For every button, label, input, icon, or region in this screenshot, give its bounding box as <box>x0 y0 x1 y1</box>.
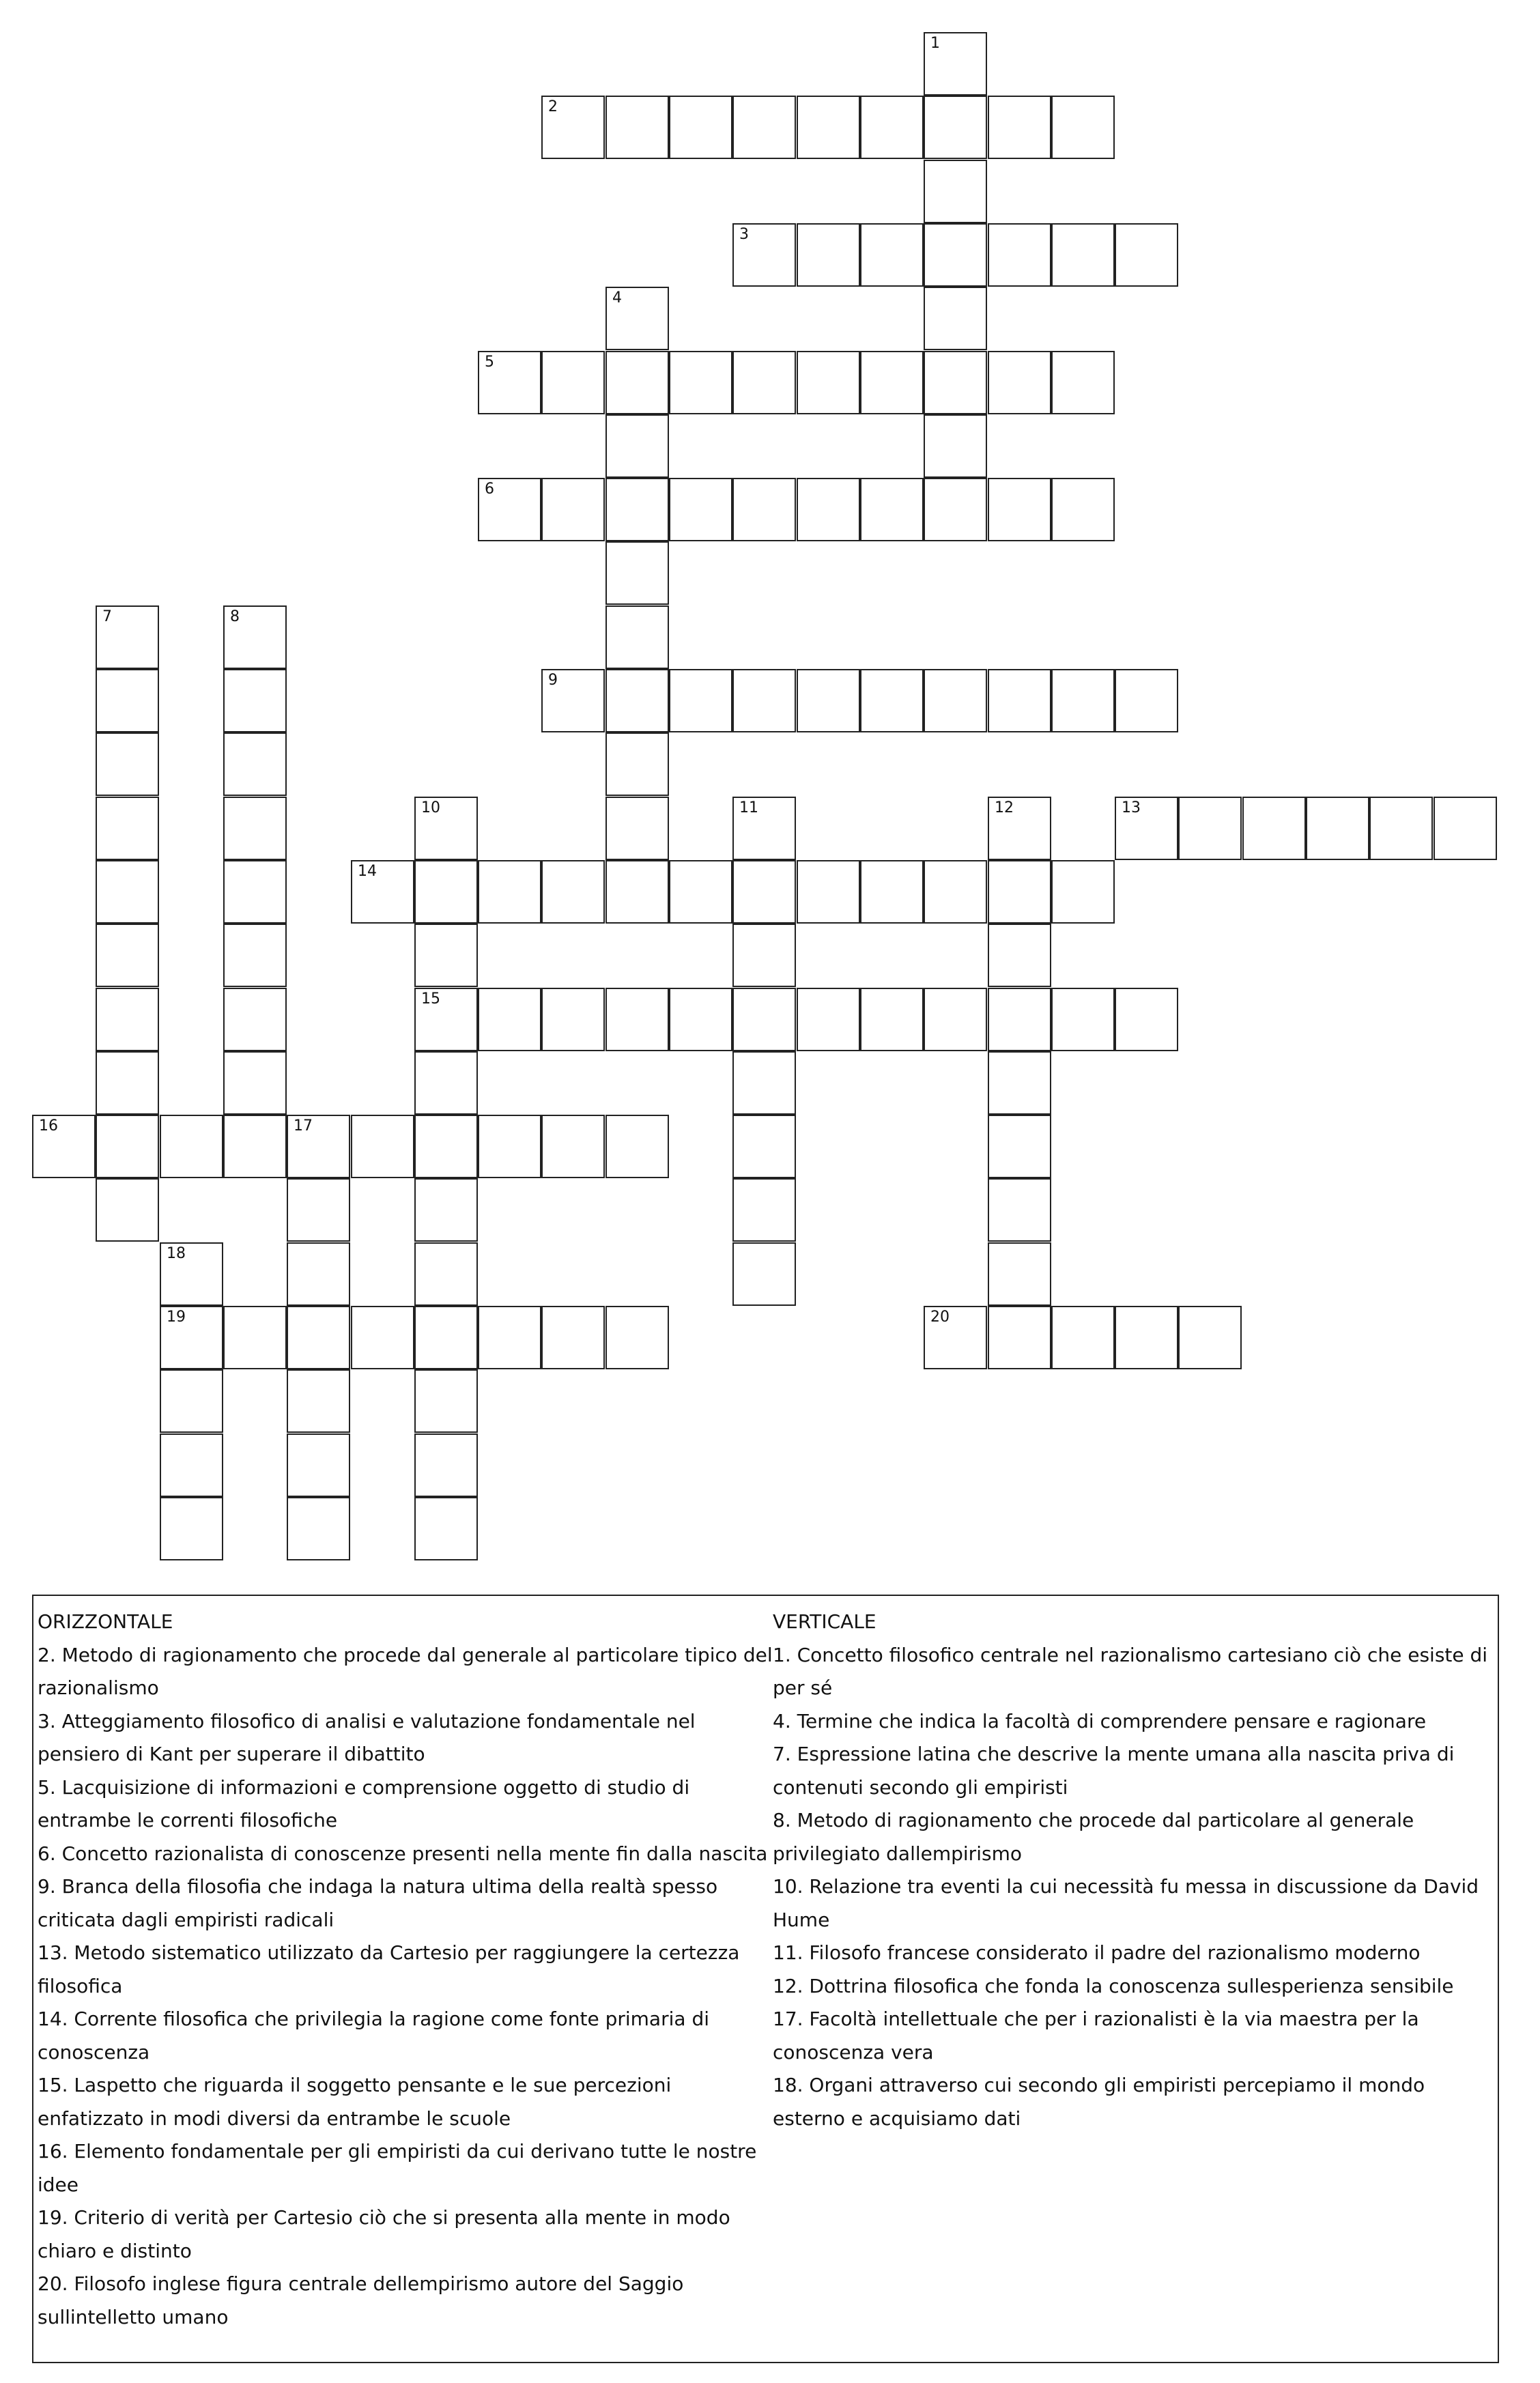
grid-cell[interactable] <box>797 988 860 1051</box>
clue-down-11: 11. Filosofo francese considerato il padre del razionalismo moderno <box>773 1941 1421 1964</box>
grid-cell[interactable] <box>96 988 159 1051</box>
grid-cell-17[interactable] <box>287 1115 350 1178</box>
grid-cell[interactable] <box>1115 669 1178 732</box>
grid-cell[interactable] <box>414 860 478 924</box>
grid-cell[interactable] <box>541 351 605 414</box>
grid-cell[interactable] <box>223 1306 287 1369</box>
clue-number: 1 <box>930 35 940 52</box>
grid-cell[interactable] <box>414 1433 478 1497</box>
grid-cell[interactable] <box>797 351 860 414</box>
clue-down-1: 1. Concetto filosofico centrale nel razionalismo cartesiano ciò che esiste di per sé <box>773 1643 1488 1699</box>
grid-cell[interactable] <box>988 351 1051 414</box>
clue-number: 11 <box>739 799 758 816</box>
grid-cell-12[interactable] <box>988 797 1051 860</box>
grid-cell[interactable] <box>1051 669 1115 732</box>
grid-cell[interactable] <box>1115 1306 1178 1369</box>
grid-cell[interactable] <box>924 860 987 924</box>
grid-cell[interactable] <box>1051 351 1115 414</box>
grid-cell[interactable] <box>605 605 669 669</box>
grid-cell[interactable] <box>1051 860 1115 924</box>
grid-cell[interactable] <box>924 96 987 159</box>
grid-cell[interactable] <box>1051 1306 1115 1369</box>
clue-across-16: 16. Elemento fondamentale per gli empiristi da cui derivano tutte le nostre idee <box>38 2140 757 2196</box>
grid-cell[interactable] <box>924 414 987 478</box>
grid-cell[interactable] <box>605 669 669 732</box>
grid-cell[interactable] <box>924 160 987 223</box>
grid-cell[interactable] <box>223 797 287 860</box>
grid-cell[interactable] <box>223 924 287 987</box>
grid-cell-15[interactable] <box>414 988 478 1051</box>
grid-cell[interactable] <box>605 414 669 478</box>
grid-cell[interactable] <box>160 1369 223 1433</box>
grid-cell[interactable] <box>732 988 796 1051</box>
grid-cell[interactable] <box>541 1115 605 1178</box>
across-clues <box>38 1606 782 2334</box>
grid-cell[interactable] <box>605 988 669 1051</box>
grid-cell[interactable] <box>605 797 669 860</box>
clue-down-10: 10. Relazione tra eventi la cui necessità fu messa in discussione da David Hume <box>773 1875 1479 1931</box>
grid-cell[interactable] <box>669 96 732 159</box>
clue-down-17: 17. Facoltà intellettuale che per i razionalisti è la via maestra per la conoscenza vera <box>773 2008 1419 2064</box>
grid-cell[interactable] <box>1051 478 1115 541</box>
grid-cell[interactable] <box>1178 797 1242 860</box>
grid-cell[interactable] <box>96 1178 159 1242</box>
grid-cell[interactable] <box>860 478 924 541</box>
grid-cell-6[interactable] <box>478 478 541 541</box>
grid-cell-19[interactable] <box>160 1306 223 1369</box>
clue-across-3: 3. Atteggiamento filosofico di analisi e valutazione fondamentale nel pensiero di Kant per superare il dibattito <box>38 1709 696 1765</box>
grid-cell[interactable] <box>223 860 287 924</box>
clue-number: 10 <box>421 799 440 816</box>
grid-cell[interactable] <box>96 1051 159 1115</box>
grid-cell[interactable] <box>669 351 732 414</box>
grid-cell[interactable] <box>860 96 924 159</box>
grid-cell[interactable] <box>605 478 669 541</box>
grid-cell[interactable] <box>414 1306 478 1369</box>
grid-cell-14[interactable] <box>351 860 414 924</box>
clue-number: 12 <box>995 799 1014 816</box>
grid-cell[interactable] <box>732 1242 796 1306</box>
grid-cell[interactable] <box>478 988 541 1051</box>
grid-cell[interactable] <box>223 732 287 796</box>
grid-cell-1[interactable] <box>924 32 987 96</box>
grid-cell[interactable] <box>1242 797 1306 860</box>
grid-cell[interactable] <box>669 669 732 732</box>
clue-number: 5 <box>485 354 494 371</box>
grid-cell[interactable] <box>541 478 605 541</box>
grid-cell[interactable] <box>160 1115 223 1178</box>
grid-cell[interactable] <box>96 797 159 860</box>
grid-cell-20[interactable] <box>924 1306 987 1369</box>
grid-cell[interactable] <box>223 1115 287 1178</box>
grid-cell[interactable] <box>605 96 669 159</box>
grid-cell-7[interactable] <box>96 605 159 669</box>
clue-number: 17 <box>294 1117 313 1135</box>
grid-cell-3[interactable] <box>732 223 796 287</box>
grid-cell[interactable] <box>860 988 924 1051</box>
grid-cell[interactable] <box>414 924 478 987</box>
grid-cell[interactable] <box>797 96 860 159</box>
grid-cell[interactable] <box>605 732 669 796</box>
grid-cell[interactable] <box>414 1051 478 1115</box>
grid-cell[interactable] <box>96 732 159 796</box>
grid-cell[interactable] <box>1306 797 1369 860</box>
clues-box <box>32 1595 1499 2363</box>
grid-cell[interactable] <box>287 1306 350 1369</box>
grid-cell[interactable] <box>988 1115 1051 1178</box>
grid-cell[interactable] <box>541 860 605 924</box>
grid-cell[interactable] <box>924 478 987 541</box>
grid-cell[interactable] <box>96 924 159 987</box>
grid-cell-4[interactable] <box>605 287 669 350</box>
grid-cell[interactable] <box>988 1178 1051 1242</box>
grid-cell[interactable] <box>732 1051 796 1115</box>
grid-cell-10[interactable] <box>414 797 478 860</box>
grid-cell[interactable] <box>1115 223 1178 287</box>
grid-cell[interactable] <box>669 478 732 541</box>
grid-cell[interactable] <box>732 478 796 541</box>
grid-cell[interactable] <box>988 988 1051 1051</box>
grid-cell-16[interactable] <box>32 1115 96 1178</box>
grid-cell[interactable] <box>223 988 287 1051</box>
grid-cell-5[interactable] <box>478 351 541 414</box>
grid-cell[interactable] <box>223 1051 287 1115</box>
grid-cell-18[interactable] <box>160 1242 223 1306</box>
grid-cell[interactable] <box>478 1306 541 1369</box>
grid-cell[interactable] <box>605 351 669 414</box>
grid-cell[interactable] <box>1115 988 1178 1051</box>
grid-cell[interactable] <box>96 860 159 924</box>
grid-cell[interactable] <box>924 669 987 732</box>
grid-cell-9[interactable] <box>541 669 605 732</box>
grid-cell[interactable] <box>478 860 541 924</box>
grid-cell[interactable] <box>414 1369 478 1433</box>
clue-across-5: 5. Lacquisizione di informazioni e comprensione oggetto di studio di entrambe le correnti filosofiche <box>38 1775 690 1831</box>
grid-cell[interactable] <box>96 669 159 732</box>
grid-cell[interactable] <box>988 1242 1051 1306</box>
grid-cell-11[interactable] <box>732 797 796 860</box>
grid-cell[interactable] <box>287 1178 350 1242</box>
clue-number: 8 <box>230 608 240 625</box>
grid-cell[interactable] <box>351 1306 414 1369</box>
clue-number: 19 <box>167 1309 186 1326</box>
grid-cell[interactable] <box>351 1115 414 1178</box>
grid-cell[interactable] <box>924 351 987 414</box>
grid-cell[interactable] <box>287 1497 350 1560</box>
grid-cell[interactable] <box>860 351 924 414</box>
clue-across-14: 14. Corrente filosofica che privilegia la ragione come fonte primaria di conoscenza <box>38 2008 709 2064</box>
grid-cell[interactable] <box>287 1369 350 1433</box>
grid-cell[interactable] <box>669 860 732 924</box>
grid-cell[interactable] <box>287 1433 350 1497</box>
clue-down-12: 12. Dottrina filosofica che fonda la conoscenza sullesperienza sensibile <box>773 1974 1454 1997</box>
grid-cell[interactable] <box>732 860 796 924</box>
clue-across-9: 9. Branca della filosofia che indaga la natura ultima della realtà spesso criticata dagli empiristi radicali <box>38 1875 718 1931</box>
grid-cell[interactable] <box>414 1178 478 1242</box>
clue-across-19: 19. Criterio di verità per Cartesio ciò che si presenta alla mente in modo chiaro e distinto <box>38 2206 730 2262</box>
clue-across-15: 15. Laspetto che riguarda il soggetto pensante e le sue percezioni enfatizzato in modi diversi da entrambe le scuole <box>38 2074 672 2130</box>
grid-cell-13[interactable] <box>1115 797 1178 860</box>
grid-cell[interactable] <box>605 1115 669 1178</box>
grid-cell[interactable] <box>988 669 1051 732</box>
clue-down-7: 7. Espressione latina che descrive la mente umana alla nascita priva di contenuti secondo gli empiristi <box>773 1743 1455 1799</box>
clue-number: 16 <box>39 1117 58 1135</box>
grid-cell[interactable] <box>860 669 924 732</box>
grid-cell[interactable] <box>414 1115 478 1178</box>
grid-cell[interactable] <box>1051 96 1115 159</box>
grid-cell[interactable] <box>988 1306 1051 1369</box>
down-heading: VERTICALE <box>773 1610 876 1633</box>
clue-number: 9 <box>548 672 558 689</box>
grid-cell[interactable] <box>732 1178 796 1242</box>
clue-across-13: 13. Metodo sistematico utilizzato da Cartesio per raggiungere la certezza filosofica <box>38 1941 740 1997</box>
grid-cell[interactable] <box>797 860 860 924</box>
grid-cell[interactable] <box>414 1497 478 1560</box>
grid-cell-8[interactable] <box>223 605 287 669</box>
grid-cell[interactable] <box>732 1115 796 1178</box>
grid-cell[interactable] <box>988 1051 1051 1115</box>
grid-cell[interactable] <box>860 223 924 287</box>
clue-across-2: 2. Metodo di ragionamento che procede dal generale al particolare tipico del razionalismo <box>38 1643 773 1699</box>
grid-cell[interactable] <box>1051 223 1115 287</box>
grid-cell[interactable] <box>924 988 987 1051</box>
grid-cell[interactable] <box>605 860 669 924</box>
clue-number: 2 <box>548 98 558 115</box>
grid-cell[interactable] <box>669 988 732 1051</box>
grid-cell[interactable] <box>605 1306 669 1369</box>
grid-cell[interactable] <box>988 860 1051 924</box>
grid-cell[interactable] <box>160 1497 223 1560</box>
clue-number: 18 <box>167 1245 186 1262</box>
grid-cell[interactable] <box>605 541 669 605</box>
across-heading: ORIZZONTALE <box>38 1610 173 1633</box>
grid-cell[interactable] <box>797 669 860 732</box>
clue-number: 3 <box>739 226 749 243</box>
grid-cell[interactable] <box>732 669 796 732</box>
clue-number: 15 <box>421 990 440 1008</box>
clue-number: 7 <box>102 608 112 625</box>
grid-cell[interactable] <box>1369 797 1433 860</box>
grid-cell[interactable] <box>797 478 860 541</box>
grid-cell[interactable] <box>797 223 860 287</box>
grid-cell[interactable] <box>160 1433 223 1497</box>
grid-cell[interactable] <box>988 223 1051 287</box>
clue-down-4: 4. Termine che indica la facoltà di comprendere pensare e ragionare <box>773 1709 1427 1732</box>
down-clues <box>773 1606 1496 2135</box>
grid-cell[interactable] <box>860 860 924 924</box>
grid-cell[interactable] <box>924 287 987 350</box>
clue-number: 14 <box>358 863 377 880</box>
clue-across-20: 20. Filosofo inglese figura centrale dellempirismo autore del Saggio sullintelletto umano <box>38 2272 684 2328</box>
grid-cell[interactable] <box>1434 797 1497 860</box>
grid-cell-2[interactable] <box>541 96 605 159</box>
grid-cell[interactable] <box>1051 988 1115 1051</box>
clue-down-8: 8. Metodo di ragionamento che procede dal particolare al generale privilegiato dallempirismo <box>773 1809 1414 1865</box>
grid-cell[interactable] <box>732 351 796 414</box>
grid-cell[interactable] <box>414 1242 478 1306</box>
grid-cell[interactable] <box>541 1306 605 1369</box>
grid-cell[interactable] <box>924 223 987 287</box>
clue-number: 20 <box>930 1309 950 1326</box>
grid-cell[interactable] <box>223 669 287 732</box>
grid-cell[interactable] <box>541 988 605 1051</box>
grid-cell[interactable] <box>988 96 1051 159</box>
grid-cell[interactable] <box>732 96 796 159</box>
grid-cell[interactable] <box>96 1115 159 1178</box>
grid-cell[interactable] <box>988 478 1051 541</box>
grid-cell[interactable] <box>988 924 1051 987</box>
clue-across-6: 6. Concetto razionalista di conoscenze presenti nella mente fin dalla nascita <box>38 1842 768 1865</box>
grid-cell[interactable] <box>1178 1306 1242 1369</box>
clue-number: 4 <box>612 289 622 306</box>
clue-number: 13 <box>1122 799 1141 816</box>
grid-cell[interactable] <box>287 1242 350 1306</box>
grid-cell[interactable] <box>478 1115 541 1178</box>
clue-number: 6 <box>485 481 494 498</box>
grid-cell[interactable] <box>732 924 796 987</box>
clue-down-18: 18. Organi attraverso cui secondo gli empiristi percepiamo il mondo esterno e acquisiamo dati <box>773 2074 1425 2130</box>
